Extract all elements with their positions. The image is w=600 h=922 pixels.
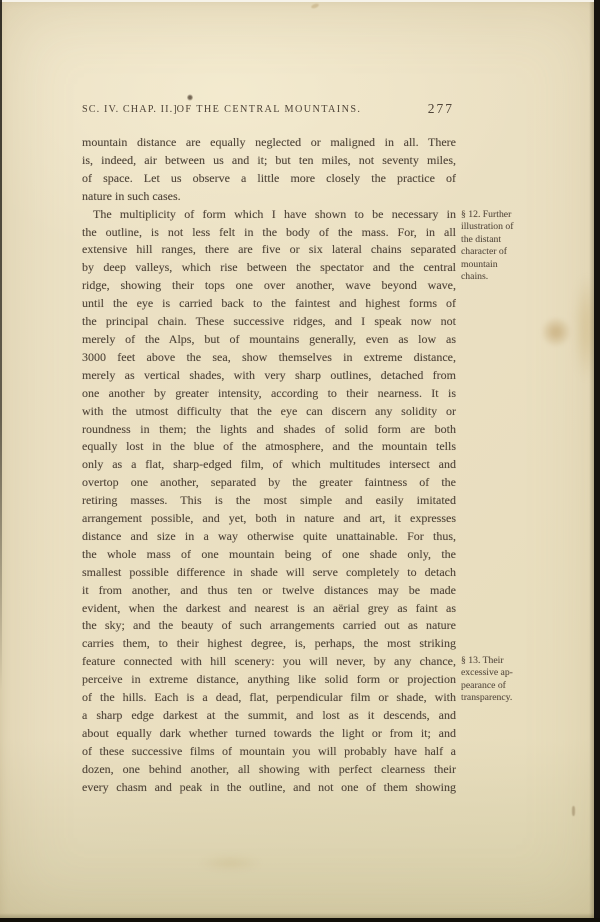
scan-edge-right (594, 0, 600, 922)
text-line: perceive in extreme distance, anything like solid form or projection (82, 672, 456, 687)
text-line: it from another, and thus ten or twelve distances may be made (82, 582, 456, 597)
text-line: by deep valleys, which rise between the spectator and the central (82, 260, 456, 275)
text-line: the principal chain. These successive ridges, and I speak now not (82, 314, 456, 329)
paper-stain (541, 317, 571, 347)
text-line: merely of the Alps, but of mountains generally, even as low as (82, 331, 456, 346)
margin-note (461, 209, 553, 283)
header-chapter-label: SC. IV. CHAP. II.] (82, 104, 178, 115)
text-line: a sharp edge darkest at the summit, and lost as it descends, and (82, 708, 456, 722)
text-line: evident, when the darkest and nearest is an aërial grey as faint as (82, 600, 456, 615)
paragraph (82, 206, 456, 797)
text-line: dozen, one behind another, all showing with perfect clearness their (82, 761, 456, 776)
text-line: the outline, is not less felt in the body of the mass. For, in all (82, 224, 456, 239)
text-line: the sky; and the beauty of such arrangements carried out as nature (82, 618, 456, 633)
text-line: The multiplicity of form which I have shown to be necessary in (93, 206, 456, 221)
text-line: retiring masses. This is the most simple and easily imitated (82, 493, 456, 508)
text-line: equally lost in the blue of the atmosphere, and the mountain tells (82, 439, 456, 454)
text-line: of the hills. Each is a dead, flat, perpendicular film or shade, with (82, 690, 456, 705)
margin-note-line: transparency. (461, 692, 513, 704)
text-line: the whole mass of one mountain being of one shade only, the (82, 546, 456, 561)
scan-edge-bottom (0, 918, 600, 922)
margin-note-line: mountain (461, 258, 498, 270)
margin-note-line: the distant (461, 233, 502, 245)
page-header (82, 101, 456, 120)
text-line: feature connected with hill scenery: you will never, by any chance, (82, 654, 456, 669)
margin-note-line: § 13. Their (461, 655, 504, 666)
header-page-number: 277 (427, 101, 454, 116)
paper-speck (311, 3, 320, 9)
text-line: of space. Let us observe a little more closely the practice of (82, 170, 456, 185)
text-line: extensive hill ranges, there are five or six lateral chains separated (82, 242, 456, 257)
text-line: smallest possible difference in shade will serve completely to detach (82, 564, 456, 579)
text-line: about equally dark whether turned towards the light or from it; and (82, 725, 456, 740)
ink-speck (187, 94, 193, 101)
text-line: every chasm and peak in the outline, and not one of them showing (82, 779, 456, 794)
text-line: roundness in them; the lights and shades of solid form are both (82, 421, 456, 436)
body-text (82, 134, 456, 797)
text-line: carries them, to their highest degree, is, perhaps, the most striking (82, 636, 456, 651)
paper-speck (572, 806, 575, 816)
margin-note (461, 655, 553, 705)
margin-note-line: excessive ap- (461, 667, 513, 679)
text-line: nature in such cases. (82, 188, 181, 203)
margin-note-line: pearance of (461, 679, 506, 691)
text-line: arrangement possible, and yet, both in nature and art, it expresses (82, 511, 456, 526)
margin-note-line: character of (461, 246, 507, 258)
margin-note-line: § 12. Further (461, 209, 512, 220)
text-line: with the utmost difficulty that the eye can discern any solidity or (82, 403, 456, 418)
scan-edge-left (0, 0, 2, 922)
margin-note-line: chains. (461, 271, 489, 283)
text-line: is, indeed, air between us and it; but ten miles, not seventy miles, (82, 152, 456, 167)
scan-edge-top (0, 0, 600, 2)
text-line: 3000 feet above the sea, show themselves in extreme distance, (82, 349, 456, 364)
text-line: distance and size in a way otherwise quite unattainable. For thus, (82, 528, 456, 543)
text-line: one another by greater intensity, according to their nearness. It is (82, 385, 456, 400)
text-line: mountain distance are equally neglected or maligned in all. There (82, 135, 456, 149)
paper-stain (200, 855, 260, 871)
text-line: ridge, showing their tops one over another, wave beyond wave, (82, 278, 456, 293)
text-line: of these successive films of mountain you will probably have half a (82, 743, 456, 758)
margin-note-line: illustration of (461, 221, 514, 233)
paragraph (82, 134, 456, 206)
header-running-title: OF THE CENTRAL MOUNTAINS. (176, 104, 362, 115)
text-line: until the eye is carried back to the faintest and highest forms of (82, 296, 456, 311)
text-line: overtop one another, separated by the greater faintness of the (82, 475, 456, 490)
text-line: merely as vertical shades, with very sharp outlines, detached from (82, 367, 456, 382)
text-line: only as a flat, sharp-edged film, of which multitudes intersect and (82, 457, 456, 472)
